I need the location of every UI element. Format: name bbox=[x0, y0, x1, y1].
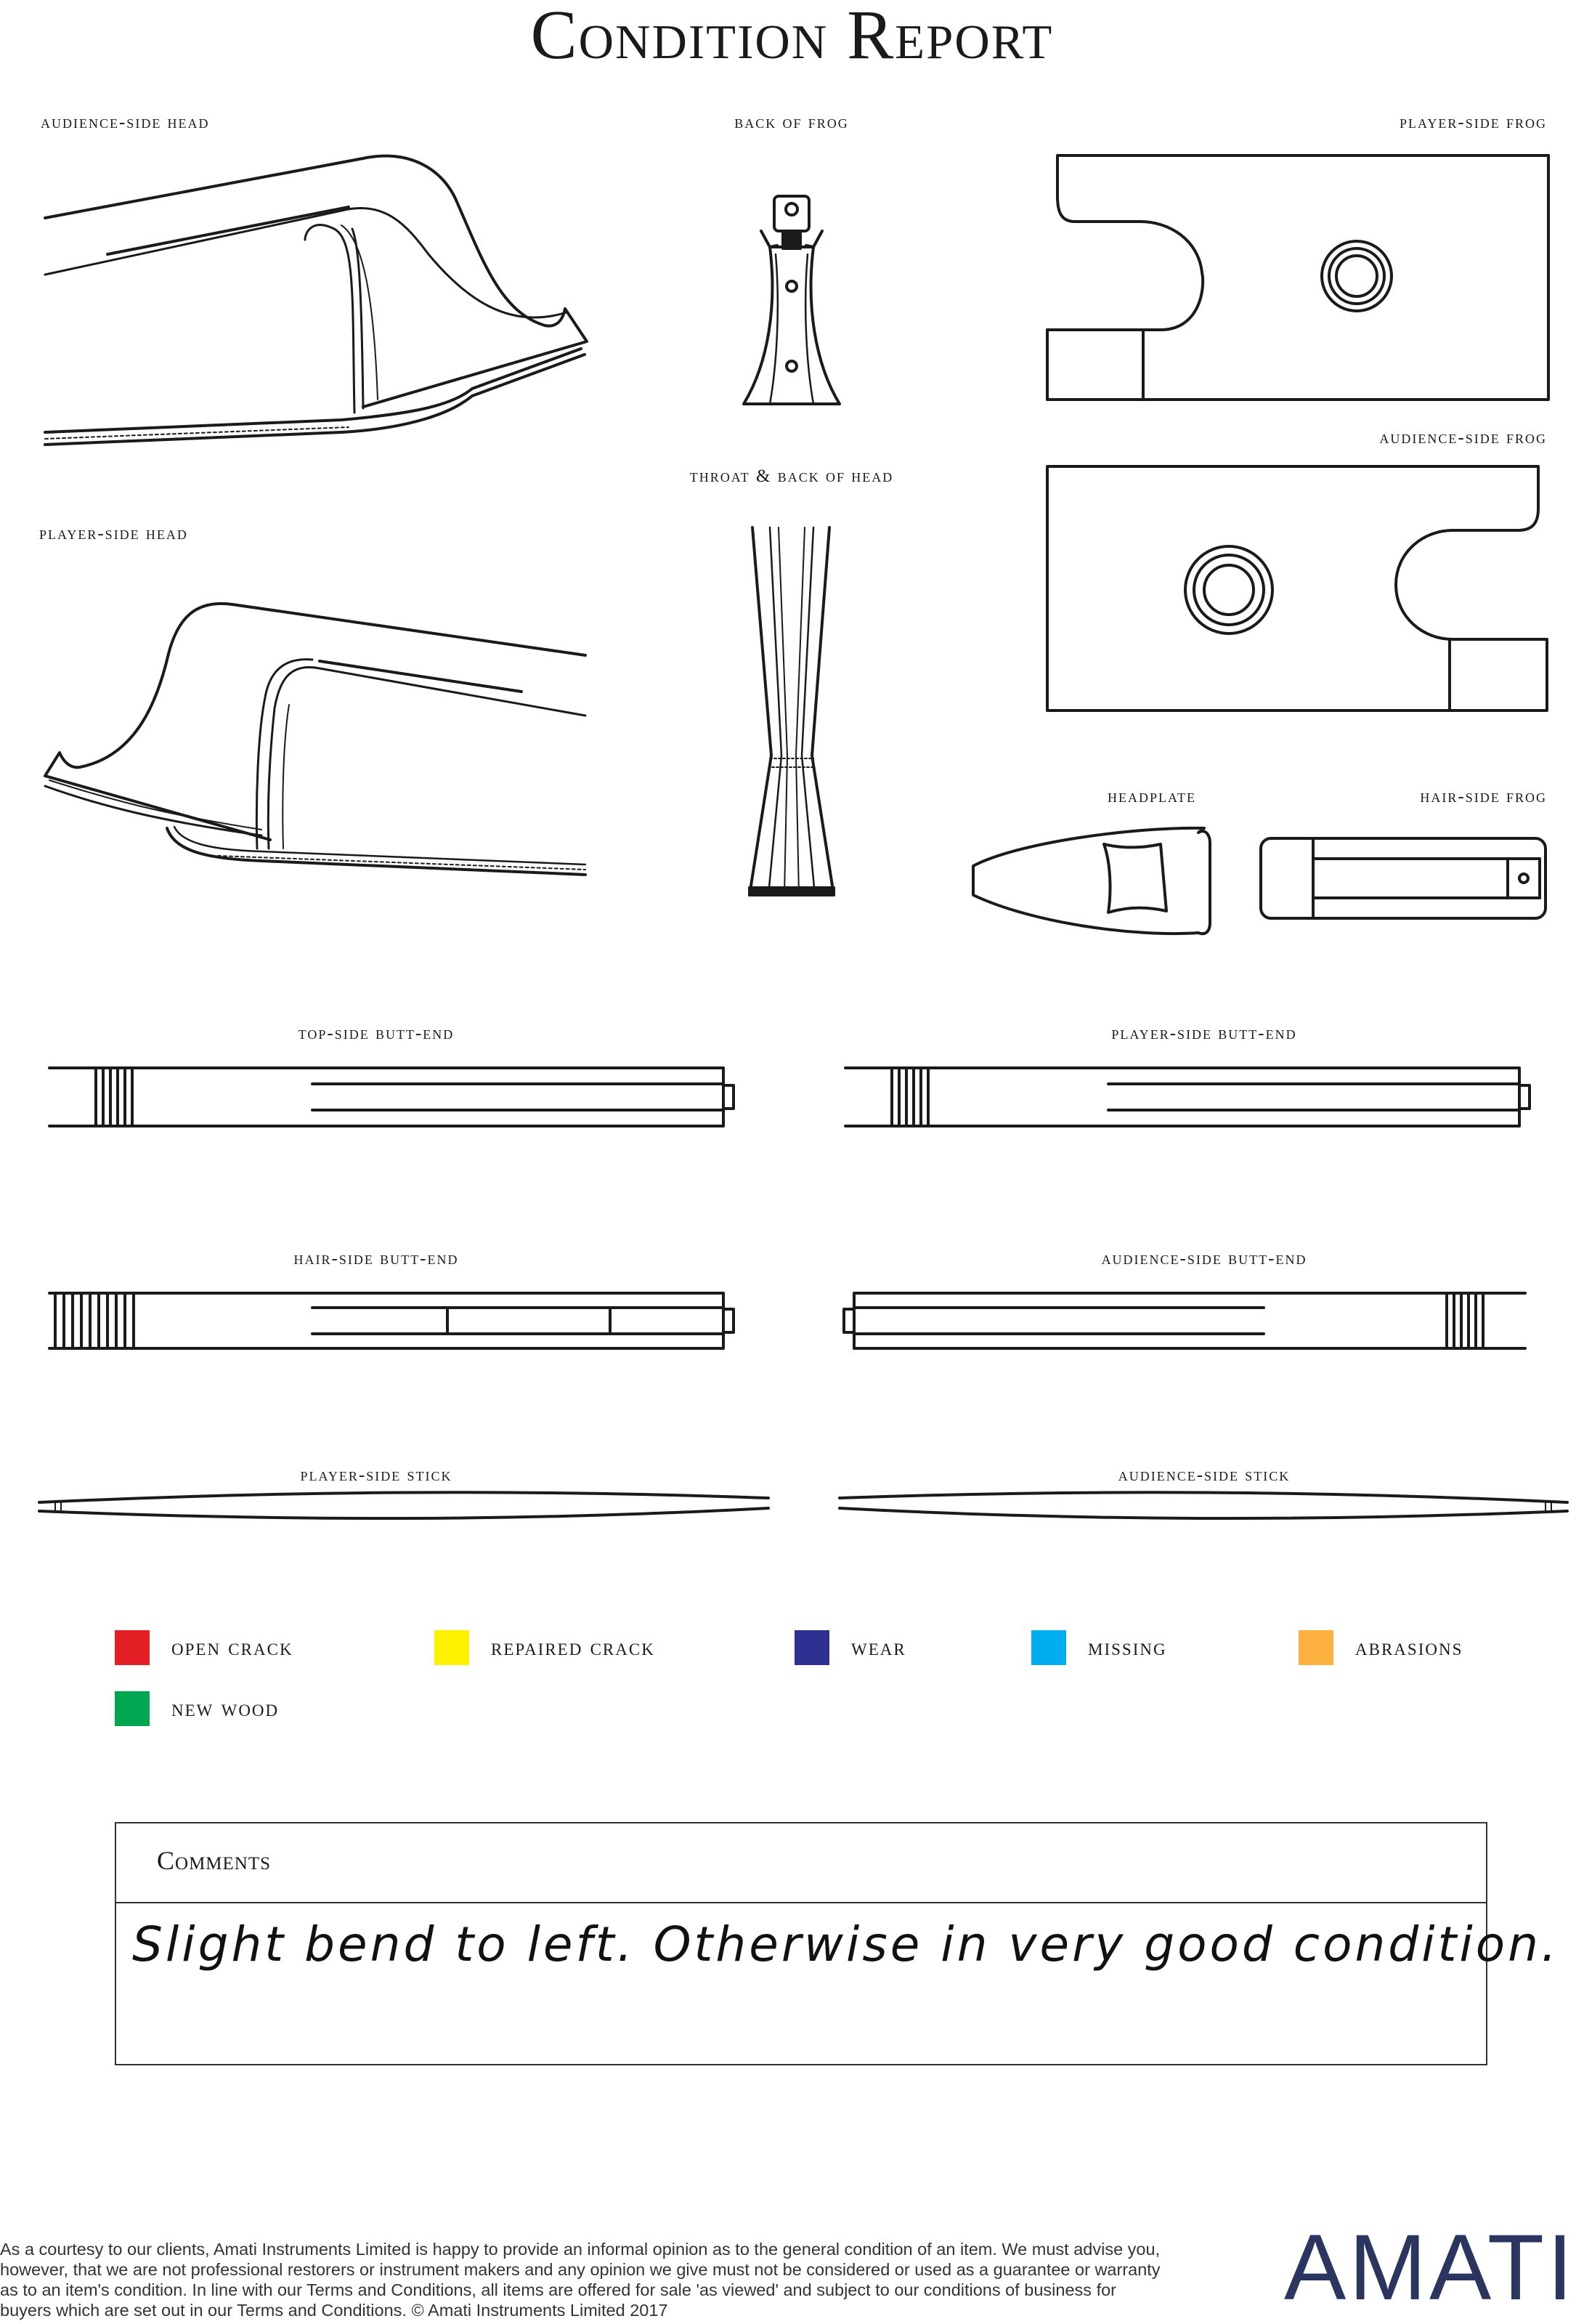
disclaimer: As a courtesy to our clients, Amati Instruments Limited is happy to provide an informal opinion as to the general condition of an item. We must advise you, however, that we are not professional restorers or instrument makers and any opinion we give must not be considered or used as a guarantee or warranty as to an item's condition. In line with our Terms and Conditions, all items are offered for sale 'as viewed' and subject to our conditions of business for buyers which are set out in our Terms and Conditions. © Amati Instruments Limited 2017 bbox=[0, 2240, 1161, 2320]
player-side-head-drawing bbox=[45, 604, 585, 875]
label-player-side-butt-end: player-side butt-end bbox=[1111, 1024, 1297, 1043]
comments-heading: Comments bbox=[157, 1846, 272, 1875]
back-of-frog-drawing bbox=[744, 196, 840, 404]
page-title: Condition Report bbox=[530, 0, 1054, 73]
swatch-yellow bbox=[434, 1630, 469, 1665]
label-audience-side-stick: audience-side stick bbox=[1118, 1465, 1291, 1485]
audience-side-stick-drawing bbox=[840, 1492, 1567, 1518]
label-audience-side-frog: audience-side frog bbox=[1379, 428, 1547, 448]
legend-label: open crack bbox=[171, 1634, 293, 1661]
label-headplate: headplate bbox=[1108, 787, 1196, 806]
label-hair-side-frog: hair-side frog bbox=[1420, 787, 1547, 806]
label-top-side-butt-end: top-side butt-end bbox=[298, 1024, 455, 1043]
comments-text: Slight bend to left. Otherwise in very good condition. bbox=[132, 1916, 1559, 1972]
audience-side-head-drawing bbox=[45, 156, 587, 445]
comments-box bbox=[115, 1822, 1559, 2065]
player-side-frog-drawing bbox=[1047, 155, 1548, 400]
label-player-side-stick: player-side stick bbox=[300, 1465, 452, 1485]
swatch-orange bbox=[1299, 1630, 1333, 1665]
label-throat-back-of-head: throat & back of head bbox=[689, 466, 894, 486]
label-player-side-head: player-side head bbox=[39, 524, 188, 543]
legend-item-wear bbox=[795, 1630, 906, 1665]
label-back-of-frog: back of frog bbox=[734, 113, 849, 132]
swatch-cyan bbox=[1031, 1630, 1066, 1665]
player-side-stick-drawing bbox=[39, 1492, 768, 1518]
hair-side-frog-drawing bbox=[1261, 838, 1546, 918]
player-side-butt-end-drawing bbox=[845, 1068, 1530, 1126]
legend-item-repaired-crack bbox=[434, 1630, 655, 1665]
label-audience-side-butt-end: audience-side butt-end bbox=[1101, 1249, 1307, 1268]
legend-label: repaired crack bbox=[491, 1634, 655, 1661]
throat-back-of-head-drawing bbox=[750, 527, 834, 895]
headplate-drawing bbox=[973, 828, 1210, 934]
label-audience-side-head: audience-side head bbox=[41, 113, 210, 132]
swatch-green bbox=[115, 1691, 150, 1726]
legend-item-missing bbox=[1031, 1630, 1167, 1665]
legend-item-open-crack bbox=[115, 1630, 293, 1665]
swatch-navy bbox=[795, 1630, 829, 1665]
amati-logo: AMATI bbox=[1284, 2216, 1576, 2320]
comments-divider bbox=[116, 1902, 1486, 1903]
legend-item-abrasions bbox=[1299, 1630, 1463, 1665]
legend-label: abrasions bbox=[1355, 1634, 1463, 1661]
audience-side-butt-end-drawing bbox=[844, 1293, 1525, 1348]
swatch-red bbox=[115, 1630, 150, 1665]
hair-side-butt-end-drawing bbox=[49, 1293, 734, 1348]
legend-label: missing bbox=[1088, 1634, 1167, 1661]
label-hair-side-butt-end: hair-side butt-end bbox=[293, 1249, 459, 1268]
label-player-side-frog: player-side frog bbox=[1400, 113, 1547, 132]
legend-item-new-wood bbox=[115, 1691, 279, 1726]
audience-side-frog-drawing bbox=[1047, 466, 1547, 710]
top-side-butt-end-drawing bbox=[49, 1068, 734, 1126]
legend-label: wear bbox=[851, 1634, 906, 1661]
legend-label: new wood bbox=[171, 1695, 280, 1722]
